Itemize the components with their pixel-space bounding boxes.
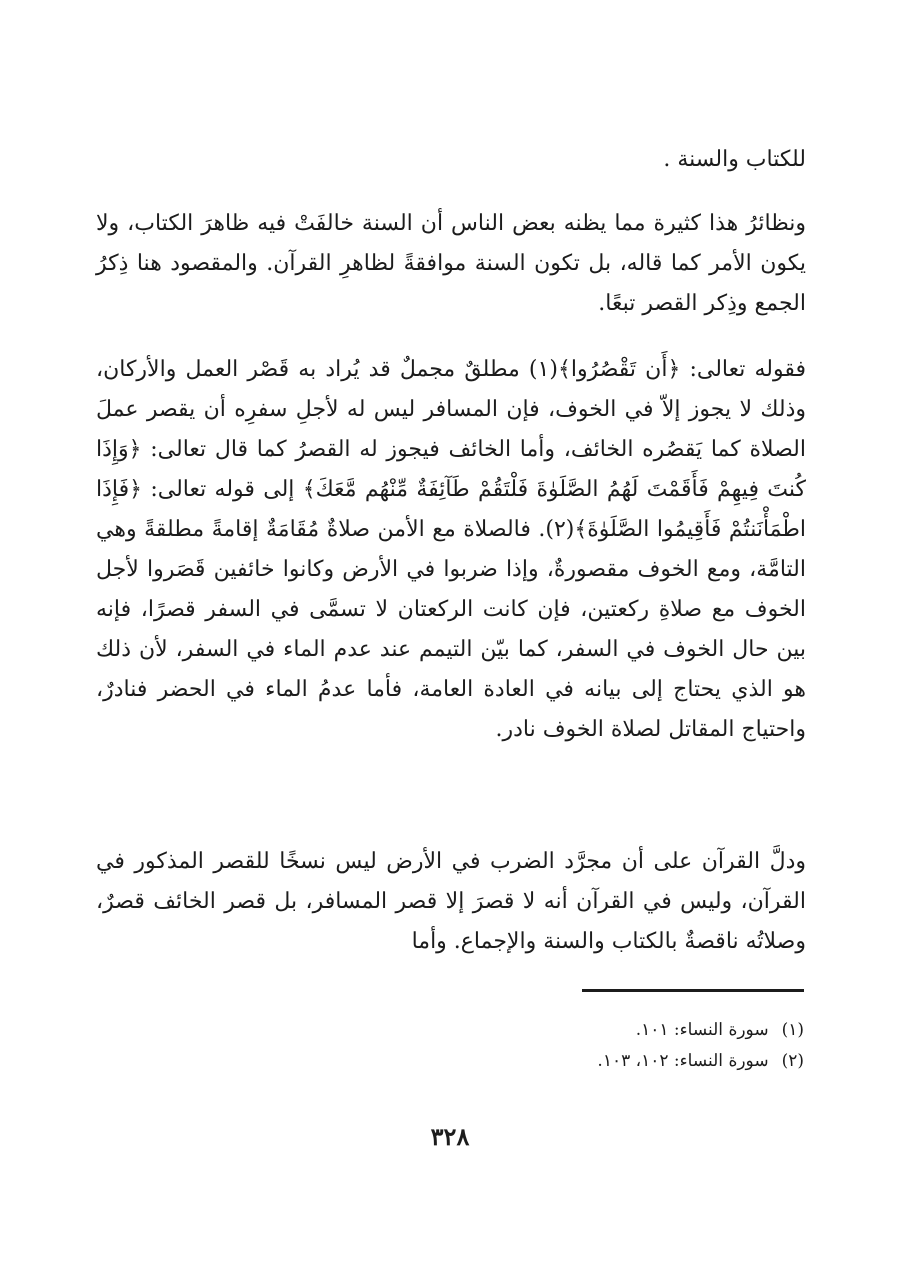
paragraph-text: للكتاب والسنة .: [663, 147, 806, 172]
footnote-number: (٢): [781, 1051, 804, 1071]
footnote-text: سورة النساء: ١٠١.: [635, 1020, 769, 1040]
page-number: ٣٢٨: [430, 1122, 470, 1151]
paragraph-text: ونظائرُ هذا كثيرة مما يظنه بعض الناس أن السنة خالفَتْ فيه ظاهرَ الكتاب، ولا يكون الأمر كما قاله، بل تكون السنة موافقةً لظاهرِ القرآن. والمقصود هنا ذِكرُ الجمع وذِكر القصر تبعًا.: [96, 211, 806, 316]
footnote: [300, 1017, 804, 1043]
paragraph-text: ودلَّ القرآن على أن مجرَّد الضرب في الأرض ليس نسخًا للقصر المذكور في القرآن، وليس في القرآن أنه لا قصرَ إلا قصر المسافر، بل قصر الخائف قصرٌ، وصلاتُه ناقصةٌ بالكتاب والسنة والإجماع. وأما: [96, 849, 806, 954]
footnote-text: سورة النساء: ١٠٢، ١٠٣.: [597, 1051, 769, 1071]
footnote-separator: [582, 989, 804, 992]
paragraph: [96, 842, 806, 962]
paragraph: [96, 350, 806, 750]
footnote-number: (١): [781, 1020, 804, 1040]
paragraph-text: فقوله تعالى: ﴿أَن تَقْصُرُوا﴾(١) مطلقٌ مجملٌ قد يُراد به قَصْر العمل والأركان، وذلك لا يجوز إلاّ في الخوف، فإن المسافر ليس له لأجلِ سفرِه أن يقصر عملَ الصلاة كما يَقصُره الخائف، وأما الخائف فيجوز له القصرُ كما قال تعالى: ﴿وَإِذَا كُنتَ فِيهِمْ فَأَقَمْتَ لَهُمُ الصَّلَوٰةَ فَلْتَقُمْ طَآئِفَةٌ مِّنْهُم مَّعَكَ﴾ إلى قوله تعالى: ﴿فَإِذَا اطْمَأْنَنتُمْ فَأَقِيمُوا الصَّلَوٰةَ﴾(٢). فالصلاة مع الأمن صلاةٌ مُقَامَةٌ إقامةً مطلقةً وهي التامَّة، ومع الخوف مقصورةٌ، وإذا ضربوا في الأرض وكانوا خائفين قَصَروا لأجل الخوف مع صلاةِ ركعتين، فإن كانت الركعتان لا تسمَّى في السفر قصرًا، فإنه بين حال الخوف في السفر، كما بيّن التيمم عند عدم الماء في السفر، لأن ذلك هو الذي يحتاج إلى بيانه في العادة العامة، فأما عدمُ الماء في الحضر فنادرٌ، واحتياج المقاتل لصلاة الخوف نادر.: [96, 357, 806, 742]
footnote: [300, 1048, 804, 1074]
paragraph: [96, 204, 806, 324]
paragraph-continuation: [96, 140, 806, 180]
